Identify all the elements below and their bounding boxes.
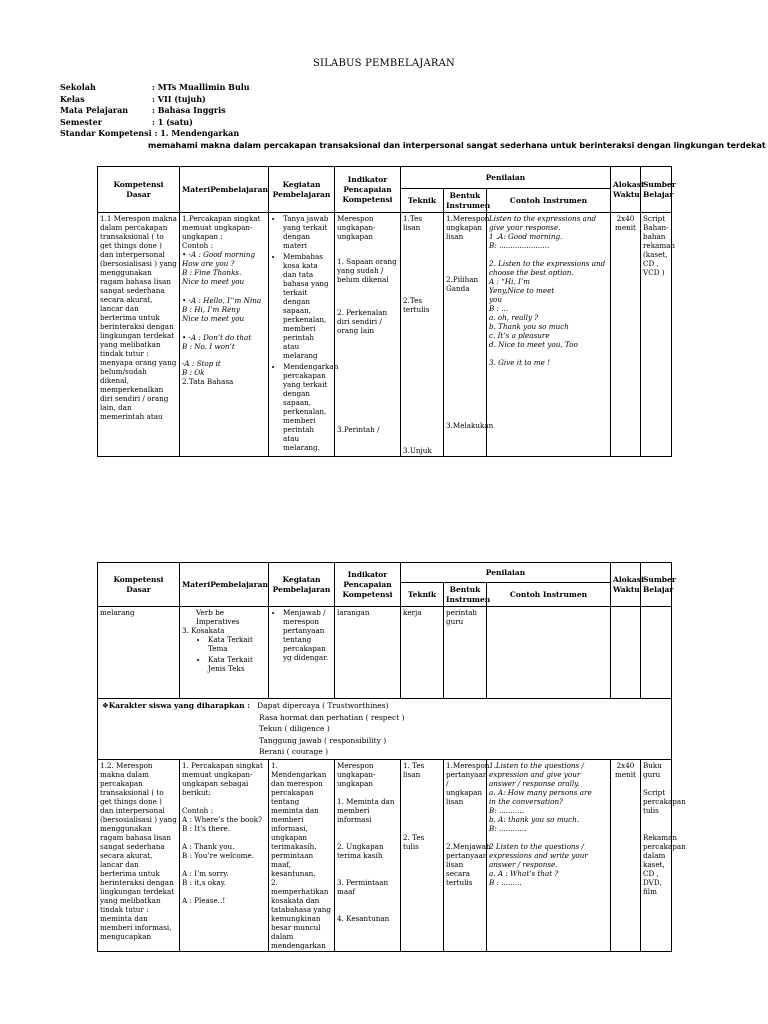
header-bentuk: Bentuk Instrumen xyxy=(444,583,487,607)
header-kd: Kompetensi Dasar xyxy=(98,167,180,213)
header-indikator: Indikator Pencapaian Kompetensi xyxy=(335,563,401,607)
indikator-item: 3.Perintah / xyxy=(337,425,380,434)
sumber-cell xyxy=(641,607,672,699)
standar-kompetensi-text: memahami makna dalam percakapan transaksional dan interpersonal sangat sederhana untuk berinteraksi dengan lingkungan terdekat xyxy=(148,141,766,150)
diamond-bullet-icon: ❖ xyxy=(102,701,109,710)
karakter-item: Rasa hormat dan perhatian ( respect ) xyxy=(259,712,405,722)
header-alokasi: Alokasi Waktu xyxy=(611,167,641,213)
header-bentuk: Bentuk Instrumen xyxy=(444,189,487,213)
meta-block xyxy=(60,82,250,140)
teknik-cell xyxy=(401,759,444,951)
materi-item: • Kata Terkait Jenis Teks xyxy=(208,655,266,673)
karakter-item: Dapat dipercaya ( Trustworthines) xyxy=(257,701,389,710)
indikator-cell: Merespon ungkapan-ungkapan 1. Meminta dan memberi informasi 2. Ungkapan terima kasih 3. Permintaan maaf 4. Kesantunan xyxy=(335,759,401,951)
teknik-item: 1.Tes lisan xyxy=(403,214,423,232)
materi-cell: 1. Percakapan singkat memuat ungkapan-ungkapan sebagai berikut: Contoh : A : Where’s the book? B : It’s there. A : Thank you. B : You’re welcome. A : I’m sorry. B : it,s okay. A : Please..! xyxy=(180,759,269,951)
indikator-item: 1. Sapaan orang yang sudah / belum dikenal xyxy=(337,257,397,284)
header-materi: MateriPembelajaran xyxy=(180,563,269,607)
materi-dialog: • -A : Hello, I’’m Nina B : Hi, I’m Reny Nice to meet you xyxy=(182,296,262,323)
teknik-item: 1. Tes lisan xyxy=(403,760,425,779)
karakter-item: Berani ( courage ) xyxy=(259,747,329,756)
materi-kosakata: 3. Kosakata xyxy=(182,626,225,635)
materi-cell xyxy=(180,607,269,699)
materi-dialog: • -A : Don’t do that B : No. I won’t xyxy=(182,333,252,351)
bentuk-item: 3.Melakukan xyxy=(446,421,494,430)
header-penilaian: Penilaian xyxy=(401,167,611,189)
teknik-item: 3.Unjuk xyxy=(403,446,432,455)
header-teknik: Teknik xyxy=(401,189,444,213)
karakter-row xyxy=(98,699,672,760)
indikator-item: 2. Perkenalan diri sendiri / orang lain xyxy=(337,308,388,335)
kegiatan-cell: 1. Mendengarkan dan merespon percakapan tentang meminta dan memberi informasi, ungkapan terimakasih, permintaan maaf, kesantunan. 2. memperhatikan kosakata dan tatabahasa yang kemungkinan besar muncul dalam mendengarkan xyxy=(269,759,335,951)
header-indikator: Indikator Pencapaian Kompetensi xyxy=(335,167,401,213)
materi-intro: 1.Percakapan singkat memuat ungkapan-ungkapan : xyxy=(182,214,261,241)
kegiatan-item: • Menjawab / merespon pertanyaan tentang percakapan yg didengar. xyxy=(283,608,332,662)
meta-row-semester: Semester : 1 (satu) xyxy=(60,116,193,127)
teknik-item: 2.Tes tertulis xyxy=(403,296,430,314)
kd-cell: 1.2. Merespon makna dalam percakapan transaksional ( to get things done ) dan interpersonal (bersosialisasi ) yang menggunakan ragam bahasa lisan sangat sederhana secara akurat, lancar dan berterima untuk berinteraksi dengan lingkungan terdekat yang melibatkan tindak tutur : meminta dan memberi informasi, mengucapkan xyxy=(98,759,180,951)
materi-tata-bahasa: 2.Tata Bahasa xyxy=(182,377,234,386)
kd-cell: 1.1 Merespon makna dalam percakapan transaksional ( to get things done ) dan interpersonal (bersosialisasi ) yang menggunakan ragam bahasa lisan sangat sederhana secara akurat, lancar dan berterima untuk berinteraksi dengan lingkungan terdekat yang melibatkan tindak tutur : menyapa orang yang belum/sudah dikenal, memperkenalkan diri sendiri / orang lain, dan memerintah atau xyxy=(98,213,180,457)
document-title: SILABUS PEMBELAJARAN xyxy=(313,58,455,69)
bentuk-item: 1.Merespon ungkapan lisan xyxy=(446,214,490,241)
header-sumber: Sumber Belajar xyxy=(641,563,672,607)
materi-cell xyxy=(180,213,269,457)
meta-row-kelas: Kelas : VII (tujuh) xyxy=(60,93,206,104)
bentuk-cell xyxy=(444,213,494,457)
indikator-item: Merespon ungkapan-ungkapan xyxy=(337,214,376,241)
teknik-cell: kerja xyxy=(401,607,444,699)
indikator-cell xyxy=(335,213,401,457)
materi-dialog: -A : Stop it B : Ok xyxy=(182,359,221,377)
bentuk-cell: 1.Merespon pertanyaan / ungkapan lisan 2.Menjawab pertanyaan lisan secara tertulis xyxy=(444,759,487,951)
sumber-cell: Script Bahan-bahan rekaman (kaset, CD , VCD ) xyxy=(641,213,672,457)
alokasi-cell xyxy=(611,607,641,699)
teknik-cell xyxy=(401,213,444,457)
kegiatan-item: • Mendengarkan percakapan yang terkait dengan sapaan, perkenalan, memberi perintah atau melarang. xyxy=(283,362,332,452)
materi-grammar: Verb be Imperatives xyxy=(196,608,240,626)
alokasi-cell: 2x40 menit xyxy=(611,759,641,951)
syllabus-table-page2 xyxy=(97,562,686,952)
karakter-label: Karakter siswa yang diharapkan : xyxy=(108,701,251,710)
bentuk-item: 2.Pilihan Ganda xyxy=(446,275,479,293)
contoh-cell xyxy=(487,607,611,699)
alokasi-cell: 2x40 menit xyxy=(611,213,641,457)
header-contoh: Contoh Instrumen xyxy=(487,189,611,213)
kegiatan-item: • Membahas kosa kata dan tata bahasa yang terkait dengan sapaan, perkenalan, memberi perintah atau melarang xyxy=(283,252,332,360)
syllabus-table-page1 xyxy=(97,166,676,457)
header-contoh: Contoh Instrumen xyxy=(487,583,611,607)
header-kegiatan: Kegiatan Pembelajaran xyxy=(269,167,335,213)
header-kd: Kompetensi Dasar xyxy=(98,563,180,607)
header-teknik: Teknik xyxy=(401,583,444,607)
karakter-item: Tekun ( diligence ) xyxy=(259,724,330,733)
kd-cell: melarang xyxy=(98,607,180,699)
kegiatan-cell xyxy=(269,213,339,457)
materi-dialog: • -A : Good morning How are you ? B : Fine Thanks. Nice to meet you xyxy=(182,250,256,286)
bentuk-cell: perintah guru xyxy=(444,607,487,699)
materi-item: • Kata Terkait Tema xyxy=(208,635,266,653)
meta-row-sekolah: Sekolah : MTs Muallimin Bulu xyxy=(60,82,250,92)
teknik-item: 2. Tes tulis xyxy=(403,832,425,851)
header-kegiatan: Kegiatan Pembelajaran xyxy=(269,563,335,607)
contoh-cell: 1.Listen to the questions / expression and give your answer / response orally. a. A: How many persons are in the conversation? B: ........... b. A: thank you so much. B: ............ 2 Listen to the questions / expressions and write your answer / response. a. A : What’s that ? B : ......... xyxy=(487,759,611,951)
contoh-cell: Listen to the expressions and give your response. 1 .A: Good morning. B: ...................... 2. Listen to the expressions and choose the best option. A : “Hi, I’m Yeny,Nice to meet you B : ... a. oh, really ? b. Thank you so much c. It’s a pleasure d. Nice to meet you, Too 3. Give it to me ! xyxy=(487,213,611,457)
meta-row-mapel: Mata Pelajaran : Bahasa Inggris xyxy=(60,105,226,115)
header-alokasi: Alokasi Waktu xyxy=(611,563,641,607)
header-sumber: Sumber Belajar xyxy=(641,167,672,213)
meta-row-sk: Standar Kompetensi : 1. Mendengarkan xyxy=(60,128,240,138)
header-materi: MateriPembelajaran xyxy=(180,167,269,213)
kegiatan-cell xyxy=(269,607,335,699)
materi-contoh-label: Contoh : xyxy=(182,241,214,250)
kegiatan-item: • Tanya jawab yang terkait dengan materi xyxy=(283,214,332,250)
karakter-item: Tanggung jawab ( responsibility ) xyxy=(259,735,387,745)
header-penilaian: Penilaian xyxy=(401,563,611,583)
sumber-cell: Buku guru Script percakapan tulis Rekaman percakapan dalam kaset, CD , DVD, film xyxy=(641,759,672,951)
indikator-cell: larangan xyxy=(335,607,401,699)
